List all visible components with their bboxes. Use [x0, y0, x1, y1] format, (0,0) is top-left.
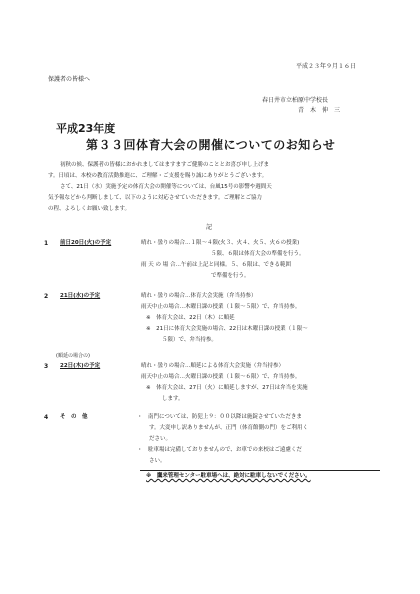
parking-warning: ※ 鷹来管理センター駐車場へは、絶対に駐車しないでください。 [146, 473, 311, 479]
section-line: ださい。 [149, 436, 172, 442]
section-line: ・ 南門については、防犯上９：００以降は施錠させていただきま [137, 414, 302, 420]
intro-line: の程、よろしくお願い致します。 [48, 206, 131, 212]
section-label: そ の 他 [60, 414, 88, 420]
section-line: します。 [162, 396, 184, 402]
section-line: 晴れ・曇りの場合…体育大会実施（弁当持参） [141, 293, 257, 299]
intro-line: さて、21日（水）実施予定の体育大会の開催等については、台風15号の影響や週間天 [60, 184, 272, 190]
section-label: 21日(水)の予定 [60, 293, 101, 299]
section-line: さい。 [149, 458, 166, 464]
section-line: ５限、６限は体育大会の準備を行う。 [211, 251, 305, 257]
intro-line: す。日頃は、本校の教育活動推進に、ご理解・ご支援を賜り誠にありがとうございます。 [48, 173, 268, 179]
section-line: ５限）で、弁当持参。 [162, 337, 217, 343]
principal-name: 青 木 伸 三 [298, 107, 341, 114]
section-line: 晴れ・曇りの場合…順延による体育大会実施（弁当持参） [141, 363, 285, 369]
section-line: 晴れ・曇りの場合…１限～４限(火３、火４、火５、火６の授業) [141, 240, 300, 246]
section-line: ※ 21日に体育大会実施の場合、22日は木曜日課の授業（１限～ [146, 326, 308, 332]
section-line: 雨天中止の場合…木曜日課の授業（１限～５限）で、弁当持参。 [141, 304, 301, 310]
section-line: す。大変申し訳ありませんが、正門（体育館側の門）をご利用く [149, 425, 309, 431]
section-line: 雨 天 の 場 合…午前は上記と同様。５、６限は、できる範囲 [141, 262, 291, 268]
section-line: で準備を行う。 [211, 273, 250, 279]
intro-line: 気予報などから判断しまして、以下のように対応させていただきます。ご理解とご協力 [48, 195, 262, 201]
section-pre-label: (順延の場合の) [56, 353, 90, 359]
section-label: 22日(木)の予定 [60, 363, 101, 369]
section-line: ・ 駐車場は完備しておりませんので、お車での来校はご遠慮くだ [137, 447, 302, 453]
section-number: 3 [44, 363, 49, 370]
page-title: 第３３回体育大会の開催についてのお知らせ [86, 138, 336, 152]
recipient: 保護者の皆様へ [48, 76, 91, 83]
section-line: ※ 体育大会は、22日（木）に順延 [146, 315, 235, 321]
section-line: 雨天中止の場合…火曜日課の授業（１限～６限）で、弁当持参。 [141, 374, 301, 380]
section-line: ※ 体育大会は、27日（火）に順延しますが、27日は弁当を実施 [146, 385, 308, 391]
ki-mark: 記 [206, 224, 213, 231]
section-number: 4 [44, 414, 49, 421]
school-name: 春日井市立柏原中学校長 [262, 97, 329, 104]
section-label: 前日20日(火)の予定 [60, 240, 112, 246]
divider [140, 470, 380, 471]
date: 平成２３年９月１６日 [296, 63, 357, 70]
title-year: 平成23年度 [56, 122, 116, 135]
section-number: 1 [44, 240, 49, 247]
section-number: 2 [44, 293, 49, 300]
intro-line: 初秋の候、保護者の皆様におかれましてはますますご健勝のこととお喜び申し上げま [60, 162, 270, 168]
